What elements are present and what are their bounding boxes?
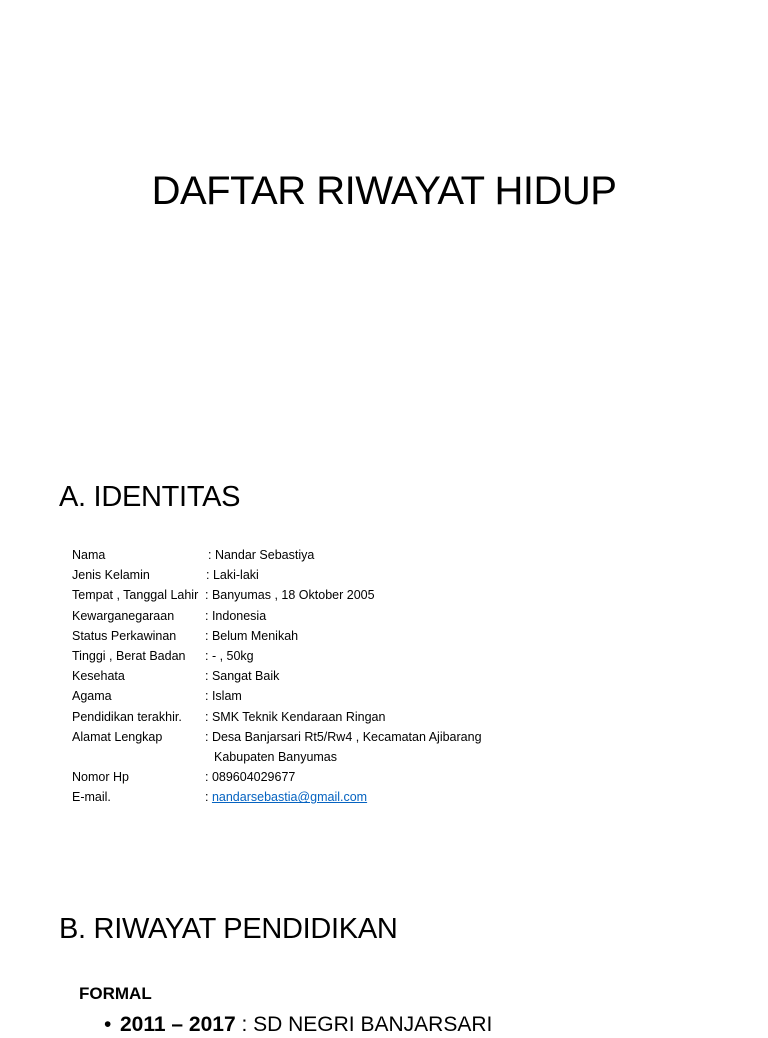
identity-value: : Nandar Sebastiya [208,548,315,562]
identity-row-tempat-tanggal-lahir [72,585,632,605]
identity-value: : Laki-laki [206,568,259,583]
identity-row-alamat [72,727,632,747]
identity-row-agama [72,686,632,706]
education-years: 2011 – 2017 [120,1013,236,1036]
identity-row-alamat-continuation [72,747,632,767]
section-identitas-heading: A. IDENTITAS [59,481,241,513]
identity-key: Status Perkawinan [72,628,177,643]
identity-row-nama [72,545,632,565]
identity-row-email [72,787,632,807]
bullet-icon: • [104,1013,112,1036]
identity-key: Pendidikan terakhir. [72,709,182,724]
identity-value [205,787,632,807]
identity-value: : 089604029677 [205,770,296,785]
identity-key: Jenis Kelamin [72,568,150,583]
identity-value: : SMK Teknik Kendaraan Ringan [205,709,386,724]
education-school: : SD NEGRI BANJARSARI [235,1013,493,1036]
identity-key: Kesehata [72,669,125,684]
section-riwayat-pendidikan-heading: B. RIWAYAT PENDIDIKAN [59,913,398,945]
identity-row-nomor-hp [72,767,632,787]
identity-row-status-perkawinan [72,626,632,646]
identity-value: : Desa Banjarsari Rt5/Rw4 , Kecamatan Ajibarang [205,729,482,744]
identity-key: Tempat , Tanggal Lahir [72,588,199,603]
identity-value: : Banyumas , 18 Oktober 2005 [205,588,375,603]
identity-row-kesehatan [72,666,632,686]
identity-value: : Sangat Baik [205,669,280,684]
identity-list [72,545,632,808]
identity-key: Nama [72,548,106,562]
identity-row-kewarganegaraan [72,606,632,626]
email-prefix: : [205,790,212,805]
identity-row-tinggi-berat [72,646,632,666]
identity-key: Tinggi , Berat Badan [72,649,186,664]
identity-key: E-mail. [72,790,111,805]
identity-key: Nomor Hp [72,770,129,785]
identity-row-jenis-kelamin [72,565,632,585]
address-continuation: Kabupaten Banyumas [214,750,338,765]
identity-value: : Indonesia [205,608,267,623]
identity-row-pendidikan-terakhir [72,707,632,727]
formal-subheading: FORMAL [79,984,152,1003]
document-title: DAFTAR RIWAYAT HIDUP [151,169,617,213]
identity-key: Kewarganegaraan [72,608,175,623]
email-link[interactable]: nandarsebastia@gmail.com [211,790,368,805]
identity-value: : Islam [205,689,242,704]
education-item [104,1012,492,1038]
identity-value: : - , 50kg [205,649,254,664]
identity-key: Alamat Lengkap [72,729,163,744]
identity-key: Agama [72,689,112,704]
identity-value: : Belum Menikah [205,628,299,643]
